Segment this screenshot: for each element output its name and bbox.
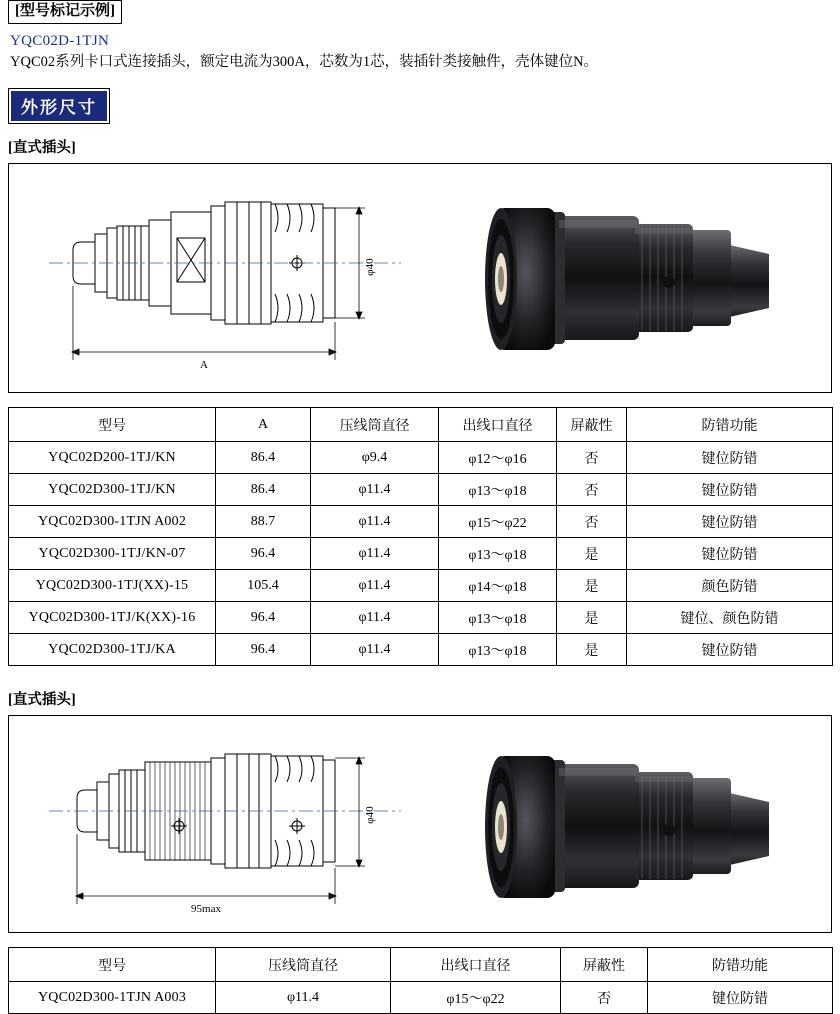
table-row: [9, 982, 833, 1014]
col-header-error-proofing: 防错功能: [627, 408, 833, 442]
cell-error-proofing: 键位防错: [627, 634, 833, 666]
connector-line-drawing-1: [9, 164, 429, 392]
table-row: [9, 602, 833, 634]
cell-crimp-diameter: φ11.4: [311, 602, 439, 634]
cell-a: 88.7: [216, 506, 311, 538]
cell-shielding: 否: [557, 474, 627, 506]
cell-model: YQC02D300-1TJ/KA: [9, 634, 216, 666]
col-header-model: 型号: [9, 408, 216, 442]
cell-model: YQC02D300-1TJ/K(XX)-16: [9, 602, 216, 634]
cell-shielding: 否: [561, 982, 648, 1014]
cell-shielding: 否: [557, 442, 627, 474]
col-header-model: 型号: [9, 948, 216, 982]
cell-shielding: 是: [557, 634, 627, 666]
section-2-label: [直式插头]: [8, 692, 76, 709]
cell-crimp-diameter: φ11.4: [311, 570, 439, 602]
cell-outlet-diameter: φ15～φ22: [439, 506, 557, 538]
model-example-heading: [型号标记示例]: [8, 0, 122, 24]
table-header-row: [9, 948, 833, 982]
cell-error-proofing: 键位防错: [648, 982, 833, 1014]
cell-model: YQC02D300-1TJN A003: [9, 982, 216, 1014]
cell-crimp-diameter: φ11.4: [311, 474, 439, 506]
cell-crimp-diameter: φ9.4: [311, 442, 439, 474]
figure-panel-2: [8, 715, 832, 933]
cell-crimp-diameter: φ11.4: [311, 634, 439, 666]
cell-error-proofing: 键位、颜色防错: [627, 602, 833, 634]
cell-shielding: 是: [557, 570, 627, 602]
cell-outlet-diameter: φ13～φ18: [439, 602, 557, 634]
model-description-text: YQC02系列卡口式连接插头，额定电流为300A，芯数为1芯，装插针类接触件，壳体键位N。: [10, 53, 599, 70]
figure-panel-1: [8, 163, 832, 393]
col-header-a: A: [216, 408, 311, 442]
cell-a: 86.4: [216, 474, 311, 506]
connector-photo-1: [439, 186, 799, 376]
cell-error-proofing: 键位防错: [627, 538, 833, 570]
cell-shielding: 是: [557, 602, 627, 634]
col-header-shielding: 屏蔽性: [557, 408, 627, 442]
connector-photo-2: [439, 734, 799, 924]
col-header-crimp-diameter: 压线筒直径: [311, 408, 439, 442]
dimension-diameter-label-2: φ40: [364, 806, 376, 824]
col-header-outlet-diameter: 出线口直径: [439, 408, 557, 442]
table-row: [9, 442, 833, 474]
table-row: [9, 538, 833, 570]
dimension-length-label-2: 95max: [191, 903, 221, 916]
cell-model: YQC02D300-1TJN A002: [9, 506, 216, 538]
cell-error-proofing: 键位防错: [627, 506, 833, 538]
dimension-length-label-1: A: [200, 359, 208, 372]
cell-outlet-diameter: φ13～φ18: [439, 634, 557, 666]
cell-outlet-diameter: φ15～φ22: [391, 982, 561, 1014]
section-1-label: [直式插头]: [8, 140, 76, 157]
cell-crimp-diameter: φ11.4: [216, 982, 391, 1014]
spec-table-1: [8, 407, 833, 666]
cell-shielding: 是: [557, 538, 627, 570]
cell-a: 96.4: [216, 602, 311, 634]
table-row: [9, 570, 833, 602]
cell-model: YQC02D200-1TJ/KN: [9, 442, 216, 474]
cell-a: 96.4: [216, 538, 311, 570]
cell-a: 86.4: [216, 442, 311, 474]
cell-model: YQC02D300-1TJ(XX)-15: [9, 570, 216, 602]
col-header-shielding: 屏蔽性: [561, 948, 648, 982]
cell-crimp-diameter: φ11.4: [311, 506, 439, 538]
table-row: [9, 474, 833, 506]
table-row: [9, 506, 833, 538]
cell-outlet-diameter: φ12～φ16: [439, 442, 557, 474]
cell-model: YQC02D300-1TJ/KN-07: [9, 538, 216, 570]
cell-error-proofing: 颜色防错: [627, 570, 833, 602]
table-row: [9, 634, 833, 666]
cell-outlet-diameter: φ13～φ18: [439, 474, 557, 506]
cell-model: YQC02D300-1TJ/KN: [9, 474, 216, 506]
dimensions-banner-label: 外形尺寸: [11, 91, 107, 121]
cell-outlet-diameter: φ14～φ18: [439, 570, 557, 602]
cell-a: 96.4: [216, 634, 311, 666]
cell-crimp-diameter: φ11.4: [311, 538, 439, 570]
spec-table-2: [8, 947, 833, 1014]
col-header-crimp-diameter: 压线筒直径: [216, 948, 391, 982]
col-header-error-proofing: 防错功能: [648, 948, 833, 982]
table-header-row: [9, 408, 833, 442]
cell-a: 105.4: [216, 570, 311, 602]
col-header-outlet-diameter: 出线口直径: [391, 948, 561, 982]
connector-line-drawing-2: [9, 716, 429, 932]
model-code-text: YQC02D-1TJN: [10, 32, 110, 49]
cell-error-proofing: 键位防错: [627, 474, 833, 506]
cell-shielding: 否: [557, 506, 627, 538]
dimensions-banner: [8, 88, 110, 124]
cell-outlet-diameter: φ13～φ18: [439, 538, 557, 570]
cell-error-proofing: 键位防错: [627, 442, 833, 474]
dimension-diameter-label-1: φ40: [364, 258, 376, 276]
